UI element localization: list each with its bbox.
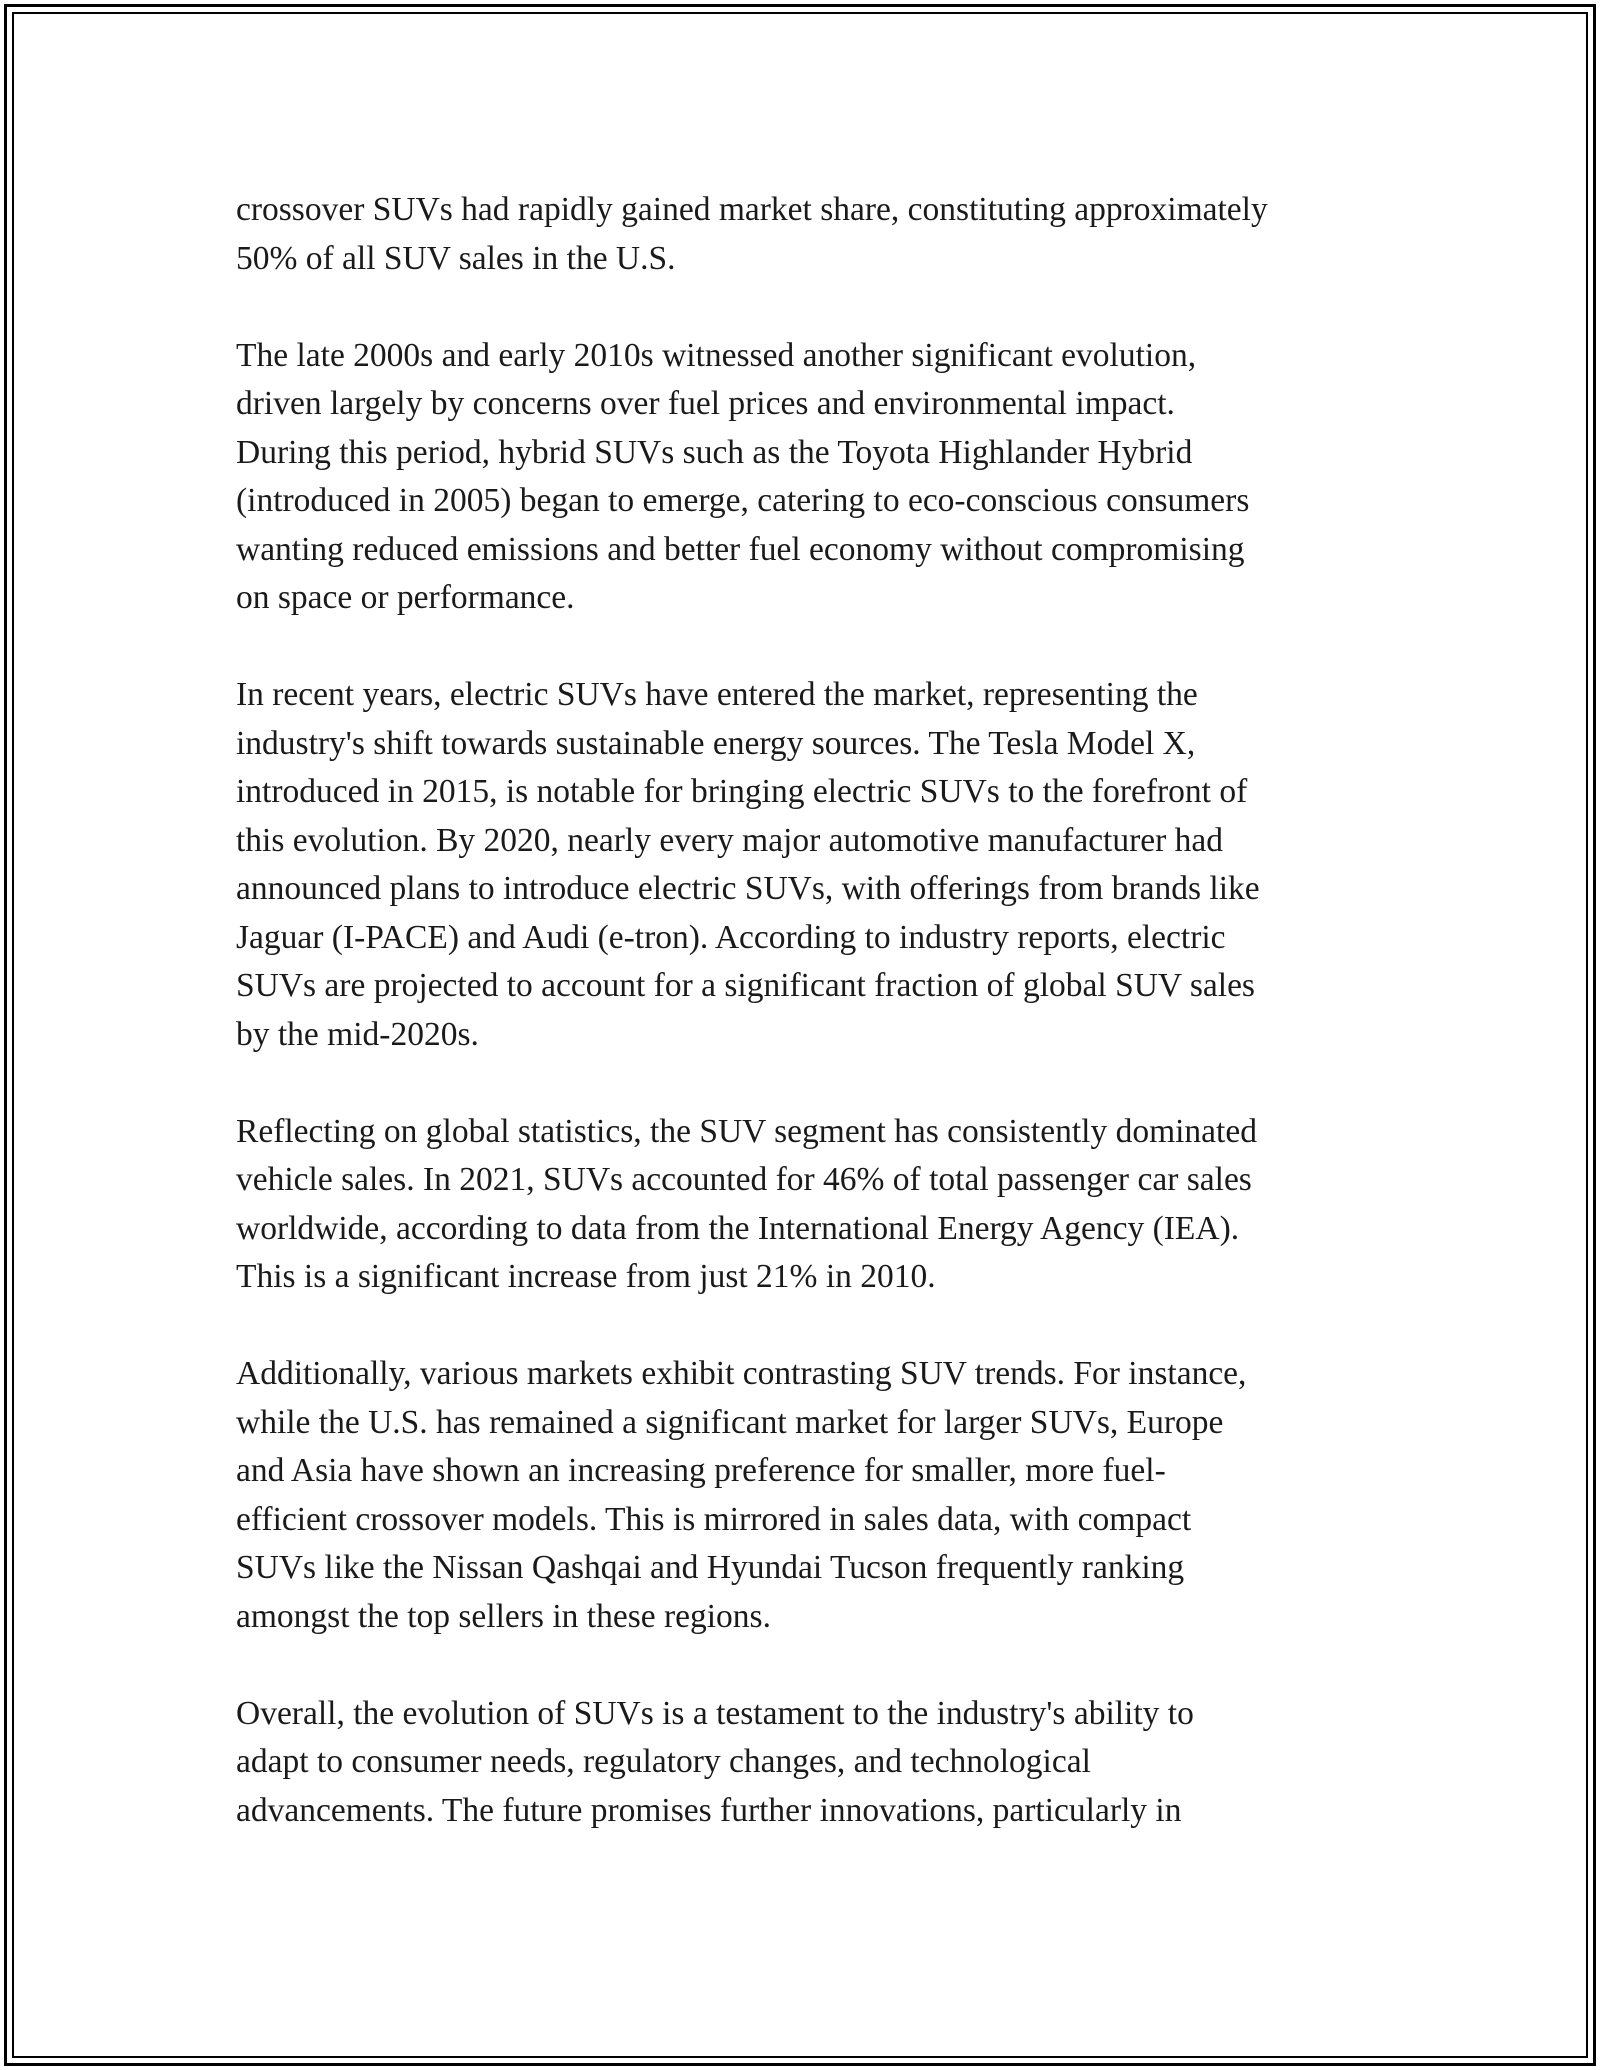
text-line: Reflecting on global statistics, the SUV segment has consistently dominated — [236, 1112, 1257, 1150]
text-line: on space or performance. — [236, 579, 575, 616]
text-line: and Asia have shown an increasing preference for smaller, more fuel- — [236, 1452, 1166, 1489]
text-line: by the mid-2020s. — [236, 1015, 479, 1053]
text-line: announced plans to introduce electric SUVs, with offerings from brands like — [236, 870, 1260, 907]
text-line: while the U.S. has remained a significant market for larger SUVs, Europe — [236, 1403, 1224, 1441]
text-line: driven largely by concerns over fuel prices and environmental impact. — [236, 385, 1175, 422]
paragraph-electric-suvs — [236, 671, 1382, 1059]
text-line: worldwide, according to data from the International Energy Agency (IEA). — [236, 1209, 1240, 1247]
text-line: In recent years, electric SUVs have entered the market, representing the — [236, 676, 1198, 713]
paragraph-market-trends — [236, 1350, 1382, 1641]
text-line: vehicle sales. In 2021, SUVs accounted for 46% of total passenger car sales — [236, 1161, 1252, 1198]
paragraph-hybrid-suvs — [236, 332, 1382, 623]
text-line: wanting reduced emissions and better fuel economy without compromising — [236, 530, 1245, 568]
text-line: SUVs are projected to account for a significant fraction of global SUV sales — [236, 967, 1255, 1004]
text-line: industry's shift towards sustainable energy sources. The Tesla Model X, — [236, 724, 1196, 762]
text-line: crossover SUVs had rapidly gained market share, constituting approximately — [236, 191, 1268, 228]
text-line: adapt to consumer needs, regulatory changes, and technological — [236, 1743, 1091, 1780]
text-line: This is a significant increase from just 21% in 2010. — [236, 1258, 936, 1295]
document-body — [236, 186, 1382, 1884]
text-line: Jaguar (I-PACE) and Audi (e-tron). According to industry reports, electric — [236, 918, 1226, 956]
text-line: 50% of all SUV sales in the U.S. — [236, 239, 676, 277]
text-line: this evolution. By 2020, nearly every major automotive manufacturer had — [236, 821, 1224, 859]
text-line: Overall, the evolution of SUVs is a testament to the industry's ability to — [236, 1694, 1194, 1732]
text-line: introduced in 2015, is notable for bringing electric SUVs to the forefront of — [236, 773, 1248, 810]
paragraph-crossover-share — [236, 186, 1382, 283]
text-line: The late 2000s and early 2010s witnessed another significant evolution, — [236, 336, 1197, 374]
text-line: advancements. The future promises further innovations, particularly in — [236, 1791, 1182, 1829]
text-line: SUVs like the Nissan Qashqai and Hyundai Tucson frequently ranking — [236, 1549, 1185, 1586]
text-line: During this period, hybrid SUVs such as the Toyota Highlander Hybrid — [236, 433, 1193, 471]
text-line: efficient crossover models. This is mirrored in sales data, with compact — [236, 1500, 1192, 1538]
text-line: amongst the top sellers in these regions. — [236, 1597, 771, 1635]
paragraph-global-statistics — [236, 1108, 1382, 1302]
paragraph-overall — [236, 1690, 1382, 1836]
text-line: (introduced in 2005) began to emerge, catering to eco-conscious consumers — [236, 482, 1250, 519]
text-line: Additionally, various markets exhibit contrasting SUV trends. For instance, — [236, 1355, 1247, 1392]
